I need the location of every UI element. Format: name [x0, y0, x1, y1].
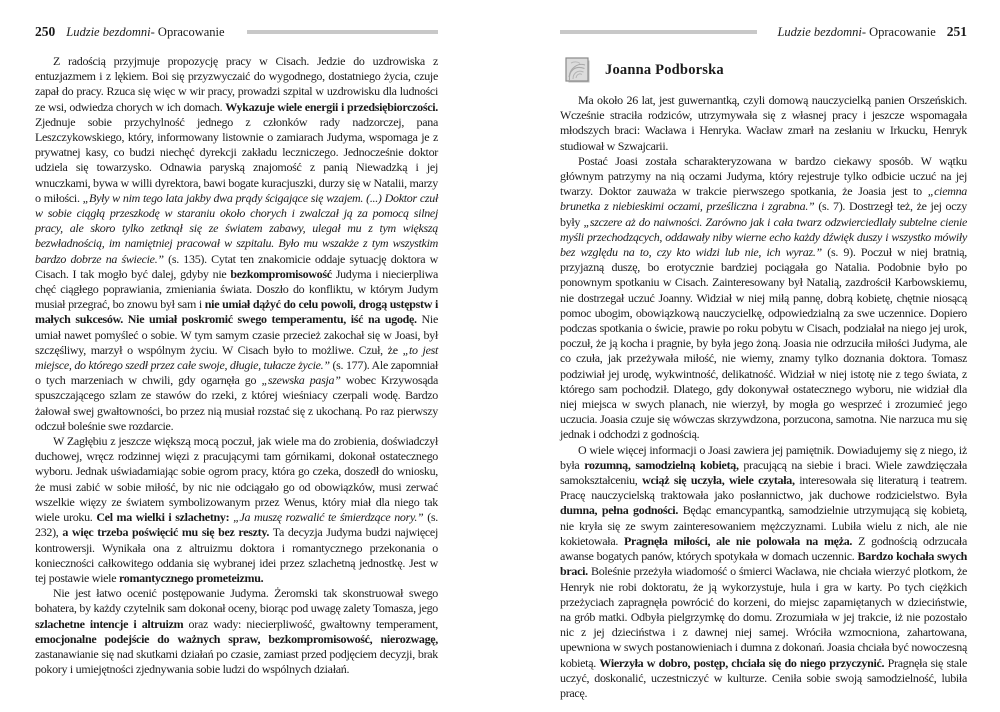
book-page-right	[560, 24, 967, 701]
chapter-heading-row	[565, 57, 967, 84]
page-body-text	[560, 93, 967, 701]
paragraph: Z radością przyjmuje propozycję pracy w Cisach. Jedzie do uzdrowiska z entuzjazmem i z lękiem. Boi się przyzwyczaić do wygodnego, dostatniego życia, czuje zapał do pracy. Rzuca się więc w wir pracy, prowadzi szpital w uzdrowisku dla ludności ze wsi, odwiedza chorych w ich domach. Wykazuje wiele energii i przedsiębiorczości. Zjednuje sobie przychylność jednego z członków rady nadzorczej, pana Leszczykowskiego, który, informowany listownie o zamiarach Judyma, wspomaga je z prywatnej kasy, co budzi niechęć dyrekcji zakładu leczniczego. Jednocześnie doktor udziela się towarzysko. Odnawia paryską znajomość z panią Niewadzką i jej wnuczkami, bywa w willi dyrektora, bawi bogate kuracjuszki, durzy się w Natalii, marzy o miłości. „Były w nim tego lata jakby dwa prądy ścigające się wzajem. (...) Doktor czuł w sobie ciągłą przeszkodę w staraniu około chorych i zwalczał ją za pomocą silnej pracy, ale skoro tylko zetknął się ze światem zabawy, ulegał mu z tym większą bezwładnością, im namiętniej pracował w szpitalu. Było mu wszakże z tym wszystkim bardzo dobrze na świecie.” (s. 135). Cytat ten znakomicie oddaje sytuację doktora w Cisach. I tak mogło być dalej, gdyby nie bezkompromisowość Judyma i niecierpliwa chęć ciągłego poprawiania, zmieniania świata. Doszło do konfliktu, w którym Judym musiał przegrać, bo znowu był sam i nie umiał dążyć do celu powoli, drogą ustępstw i małych sukcesów. Nie umiał poskromić swego temperamentu, iść na ugodę. Nie umiał nawet pomyśleć o sobie. W tym samym czasie przecież zakochał się w Joasi, był szczęśliwy, marzył o wspólnym życiu. W Cisach było to możliwe. Czuł, że „to jest miejsce, do którego szedł przez całe swoje, długie, tułacze życie.” (s. 177). Ale zapomniał o tych marzeniach w chwili, gdy ogarnęła go „szewska pasja” wobec Krzywosąda spuszczającego szlam ze stawów do rzeki, z której wieśniacy czerpali wodę. Bardzo żałował swej gwałtowności, bo przez nią musiał rozstać się z ukochaną. Po raz pierwszy odczuł boleśnie swe rozdarcie.	[35, 54, 439, 433]
paragraph: Postać Joasi została scharakteryzowana w bardzo ciekawy sposób. W wątku głównym patrzymy na nią oczami Judyma, który rejestruje tylko odbicie uczuć na jej twarzy. Doktor zauważa w trakcie pierwszego spotkania, że Joasia jest to „ciemna brunetka z niebieskimi oczami, prześliczna i zgrabna.” (s. 7). Dostrzegł też, że jej oczy były „szczere aż do naiwności. Zarówno jak i cała twarz odzwierciedlały subtelne cienie myśli przechodzących, oddawały niby wierne echo każdy dźwięk duszy i wszystko mówiły bez względu na to, czy kto widzi lub nie, ich wyraz.” (s. 9). Poczuł w niej bratnią, przyjazną duszę, bo erotycznie bardziej pociągała go Natalia. Podobnie było po ponownym spotkaniu w Cisach. Zainteresowany był Natalią, zazdrościł Karbowskiemu, nie dostrzegał uczuć Joanny. Widział w niej miłą pannę, dobrą kobietę, chętnie niosącą pomoc ubogim, obowiązkową nauczycielkę, odpowiedzialną za swe uczennice. Dopiero podczas spotkania o świcie, prawie po roku pobytu w Cisach, podziałał na niego jej urok, poczuł, że ją kocha i pragnie, by była jego żoną. Joasia nie odrzuciła miłości Judyma, ale co czuła, jak przeżywała miłość, nie wiemy, znamy tylko doznania doktora. Tomasz podziwiał jej urodę, wykwintność, delikatność. Widział w niej istotę nie z tego świata, z którego sam pochodził. Dlatego, gdy dokonywał ostatecznego wyboru, nie widział dla niej miejsca w swych planach, nie wierzył, by mogła go wesprzeć i zrozumieć jego uczucia. Joasia czuje się wówczas skrzywdzona, porzucona, samotna. Nie narzuca mu się jednak i odchodzi z godnością.	[560, 153, 967, 442]
header-rule-bar	[247, 30, 438, 34]
paragraph: Ma około 26 lat, jest guwernantką, czyli domową nauczycielką panien Orszeńskich. Wcześnie straciła rodziców, utrzymywała się z własnej pracy i jeszcze wspomagała młodszych braci: Wacława i Henryka. Wacław zmarł na zesłaniu w Irkucku, Henryk studiował w Szwajcarii.	[560, 93, 967, 153]
book-page-left	[35, 24, 438, 677]
paragraph: Nie jest łatwo ocenić postępowanie Judyma. Żeromski tak skonstruował swego bohatera, by każdy czytelnik sam dokonał oceny, biorąc pod uwagę zalety Tomasza, jego szlachetne intencje i altruizm oraz wady: niecierpliwość, gwałtowny temperament, emocjonalne podejście do ważnych spraw, bezkompromisowość, nierozwagę, zastanawianie się nad skutkami działań po czasie, zamiast przed podjęciem decyzji, brak pokory i umiejętności zjednywania sobie ludzi do wspólnych działań.	[35, 586, 438, 677]
paragraph: O wiele więcej informacji o Joasi zawiera jej pamiętnik. Dowiadujemy się z niego, iż była rozumną, samodzielną kobietą, pracującą na siebie i braci. Wiele zawdzięczała samokształceniu, wciąż się uczyła, wiele czytała, interesowała się literaturą i teatrem. Pracę nauczycielską traktowała jako posłannictwo, jak duchowe rodzicielstwo. Była dumna, pełna godności. Będąc emancypantką, samodzielnie utrzymującą się kobietą, nie kryła się ze swym zainteresowaniem mężczyznami. Lubiła wielu z nich, ale nie kokietowała. Pragnęła miłości, ale nie polowała na męża. Z godnością odrzucała awanse bogatych panów, których spotykała w domach uczennic. Bardzo kochała swych braci. Boleśnie przeżyła wiadomość o śmierci Wacława, nie chciała wierzyć plotkom, że Henryk nie robi doktoratu, że ją wykorzystuje, hula i gra w karty. Po tych ciężkich przeżyciach zapragnęła powrócić do korzeni, do miejsc zapamiętanych w dzieciństwie, na grób matki. Odbyła pielgrzymkę do domu. Zrozumiała w jej trakcie, iż nie pozostało nic z jej dzieciństwa i z dawnej niej samej. Wróciła wzmocniona, zahartowana, upewniona w swych postanowieniach i dumna z dokonań. Joasia chciała być nowoczesną kobietą. Wierzyła w dobro, postęp, chciała się do niego przyczynić. Pragnęła się stale uczyć, doskonalić, uczestniczyć w kulturze. Ceniła sobie swoją samodzielność, lubiła pracę.	[560, 442, 967, 700]
header-rule-bar	[560, 30, 757, 34]
paragraph: W Zagłębiu z jeszcze większą mocą poczuł, jak wiele ma do zrobienia, doświadczył duchowej, wręcz rodzinnej więzi z pracującymi tam górnikami, dokonał ostatecznego wyboru. Jednak uświadamiając sobie ogrom pracy, która go czeka, doszedł do wniosku, że musi zabić w sobie miłość, by nic nie odciągało go od obowiązków, musi zerwać wszelkie więzy ze światem symbolizowanym przez Wenus, który miał dla niego tak wiele uroku. Cel ma wielki i szlachetny: „Ja muszę rozwalić te śmierdzące nory.” (s. 232), a więc trzeba poświęcić mu się bez reszty. Ta decyzja Judyma budzi najwięcej kontrowersji. Wynikała ona z altruizmu doktora i romantycznego przekonania o konieczności całkowitego oddania się wybranej idei przez szlachetną jednostkę. Jest w tej postawie wiele romantycznego prometeizmu.	[35, 434, 438, 585]
running-header-right	[560, 24, 967, 40]
running-header-left	[35, 24, 438, 40]
page-number: 250	[35, 24, 56, 39]
chapter-title: Joanna Podborska	[605, 62, 724, 78]
ornament-icon	[565, 57, 591, 84]
book-title: Ludzie bezdomni	[66, 24, 151, 39]
header-section-label: - Opracowanie	[861, 24, 936, 39]
page-number: 251	[946, 24, 967, 39]
page-body-text	[35, 54, 438, 677]
header-section-label: - Opracowanie	[150, 24, 225, 39]
book-title: Ludzie bezdomni	[777, 24, 862, 39]
